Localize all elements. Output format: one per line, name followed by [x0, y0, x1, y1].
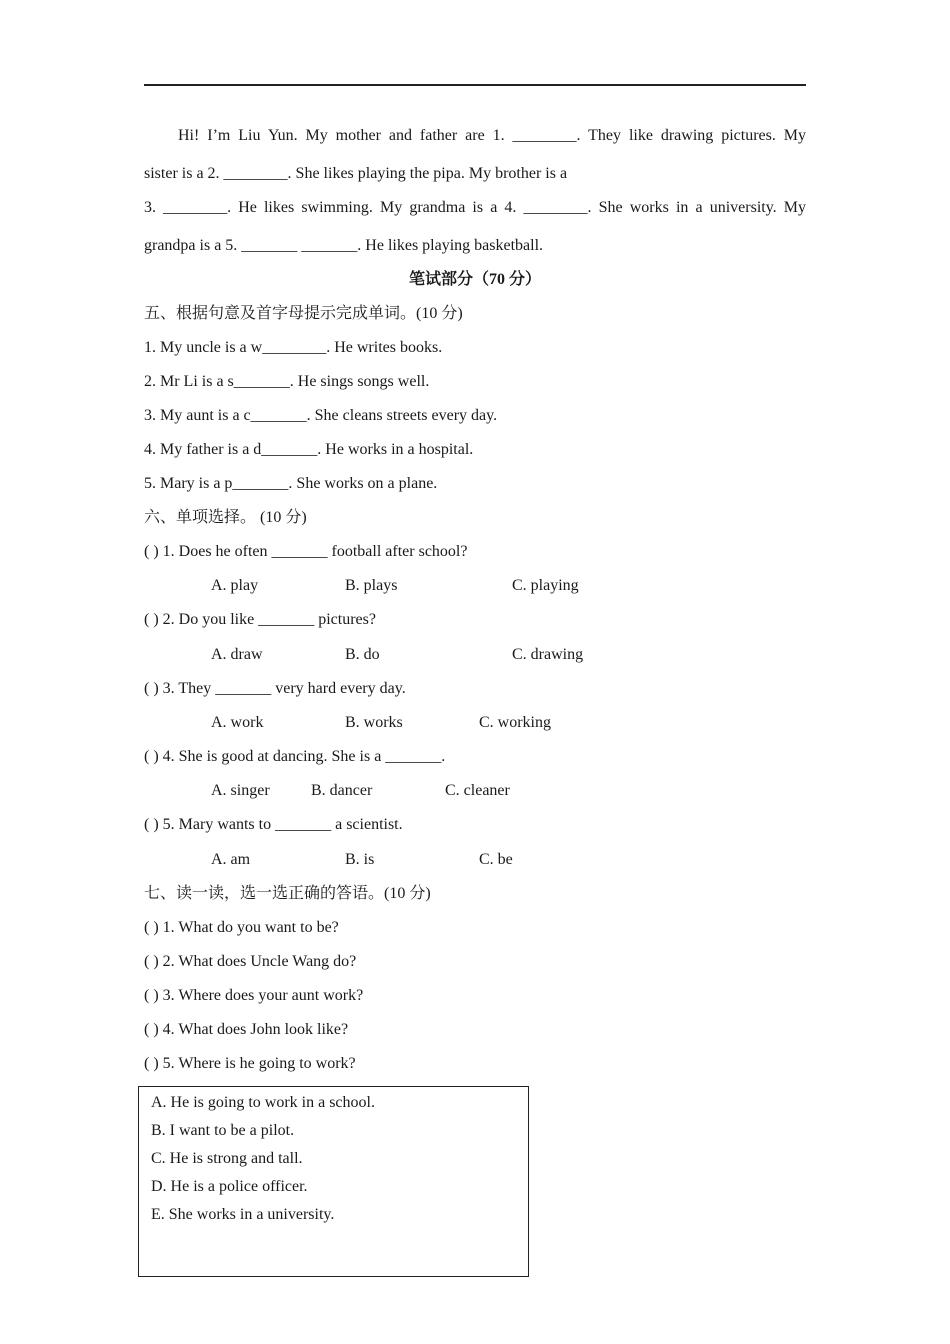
answer-option: D. He is a police officer.: [151, 1178, 308, 1195]
mc-option-a: A. am: [211, 851, 251, 868]
mc-question: ( ) 4. She is good at dancing. She is a _______.: [144, 748, 446, 765]
section6-heading: 六、单项选择。 (10 分): [144, 509, 307, 526]
mc-option-b: B. dancer: [311, 782, 373, 799]
section5-item: 2. Mr Li is a s_______. He sings songs well.: [144, 373, 430, 390]
match-question: ( ) 3. Where does your aunt work?: [144, 987, 364, 1004]
answer-option: A. He is going to work in a school.: [151, 1094, 375, 1111]
mc-option-a: A. work: [211, 714, 264, 731]
passage-line-4: grandpa is a 5. _______ _______. He likes playing basketball.: [144, 237, 544, 254]
passage-line-3: 3. ________. He likes swimming. My grandma is a 4. ________. She works in a university. My: [144, 199, 806, 216]
answer-option: C. He is strong and tall.: [151, 1150, 303, 1167]
mc-option-a: A. play: [211, 577, 259, 594]
answer-option: B. I want to be a pilot.: [151, 1122, 295, 1139]
mc-option-a: A. draw: [211, 646, 263, 663]
section5-item: 4. My father is a d_______. He works in a hospital.: [144, 441, 474, 458]
match-question: ( ) 4. What does John look like?: [144, 1021, 349, 1038]
section5-item: 1. My uncle is a w________. He writes books.: [144, 339, 443, 356]
section5-item: 5. Mary is a p_______. She works on a plane.: [144, 475, 438, 492]
passage-line-1: Hi! I’m Liu Yun. My mother and father are 1. ________. They like drawing pictures. My: [178, 127, 806, 144]
header-rule: [144, 84, 806, 86]
answer-options-box: [138, 1086, 529, 1277]
match-question: ( ) 5. Where is he going to work?: [144, 1055, 356, 1072]
match-question: ( ) 1. What do you want to be?: [144, 919, 339, 936]
mc-option-c: C. playing: [512, 577, 579, 594]
mc-option-b: B. is: [345, 851, 375, 868]
mc-question: ( ) 3. They _______ very hard every day.: [144, 680, 406, 697]
mc-question: ( ) 1. Does he often _______ football after school?: [144, 543, 468, 560]
mc-option-c: C. cleaner: [445, 782, 510, 799]
mc-option-b: B. works: [345, 714, 403, 731]
match-question: ( ) 2. What does Uncle Wang do?: [144, 953, 357, 970]
section5-item: 3. My aunt is a c_______. She cleans streets every day.: [144, 407, 498, 424]
section5-heading: 五、根据句意及首字母提示完成单词。(10 分): [144, 305, 463, 322]
written-part-title: 笔试部分（70 分）: [408, 271, 541, 288]
passage-line-2: sister is a 2. ________. She likes playing the pipa. My brother is a: [144, 165, 568, 182]
mc-option-b: B. do: [345, 646, 380, 663]
answer-option: E. She works in a university.: [151, 1206, 335, 1223]
mc-option-c: C. working: [479, 714, 551, 731]
mc-option-a: A. singer: [211, 782, 270, 799]
mc-question: ( ) 2. Do you like _______ pictures?: [144, 611, 376, 628]
mc-option-c: C. be: [479, 851, 513, 868]
section7-heading: 七、读一读，选一选正确的答语。(10 分): [144, 885, 431, 902]
mc-option-c: C. drawing: [512, 646, 584, 663]
mc-option-b: B. plays: [345, 577, 398, 594]
mc-question: ( ) 5. Mary wants to _______ a scientist.: [144, 816, 403, 833]
